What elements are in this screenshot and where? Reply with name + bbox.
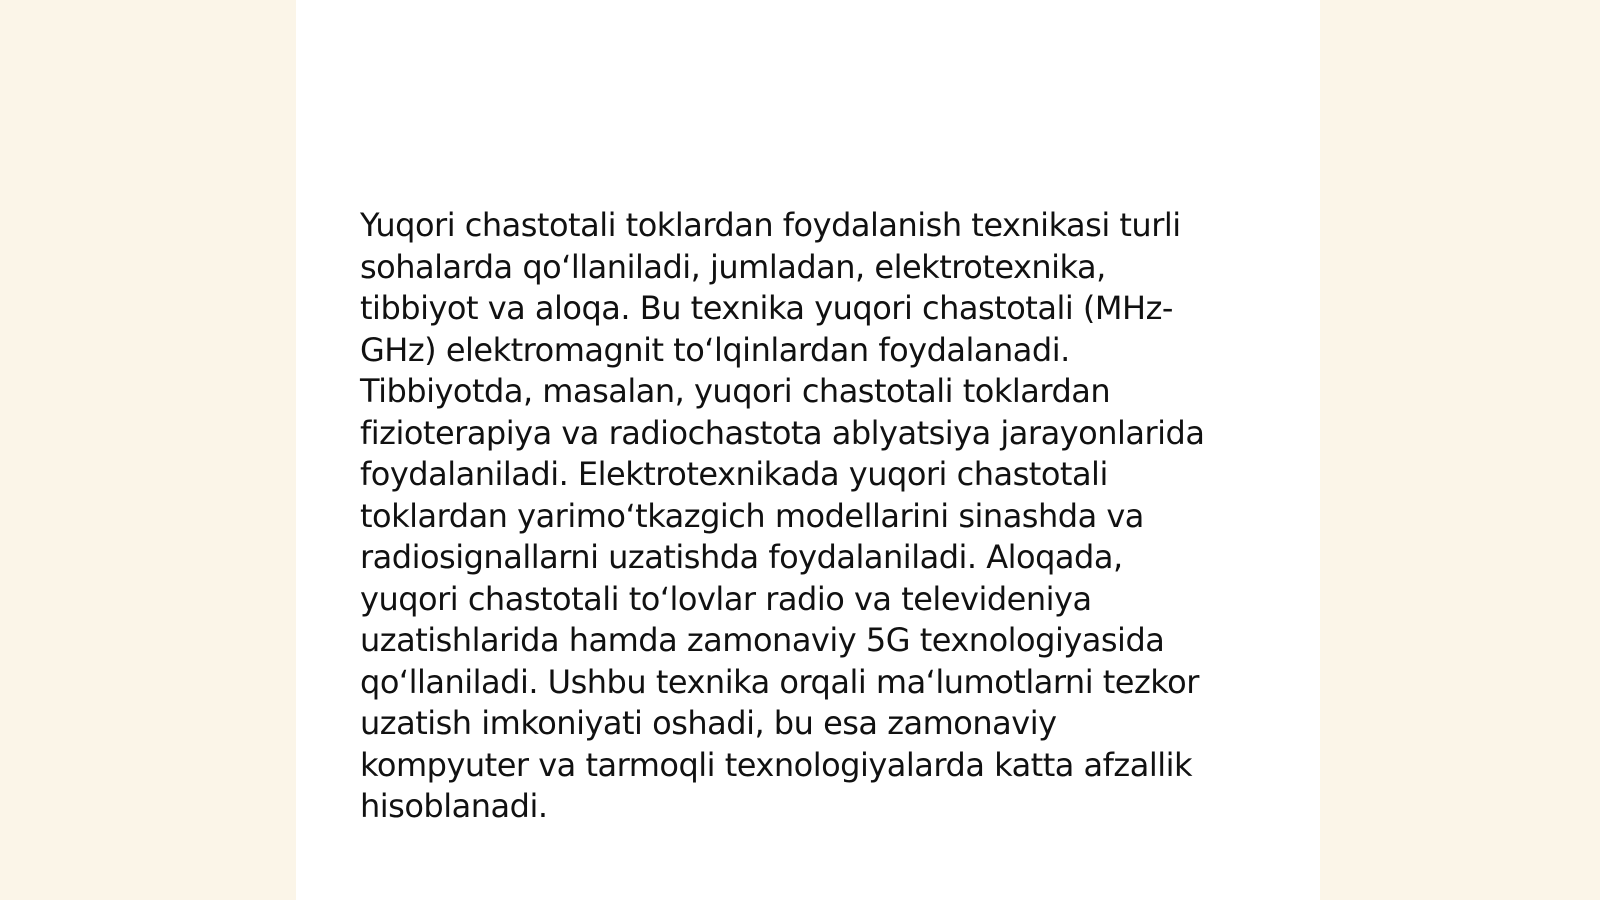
slide-body-text xyxy=(360,205,1250,828)
body-line: kompyuter va tarmoqli texnologiyalarda katta afzallik xyxy=(360,745,1193,784)
body-line: qo‘llaniladi. Ushbu texnika orqali ma‘lumotlarni tezkor xyxy=(360,662,1199,701)
slide xyxy=(296,0,1320,900)
body-line: radiosignallarni uzatishda foydalaniladi. Aloqada, xyxy=(360,538,1123,576)
body-line: uzatish imkoniyati oshadi, bu esa zamonaviy xyxy=(360,704,1057,742)
body-line: foydalaniladi. Elektrotexnikada yuqori chastotali xyxy=(360,455,1108,493)
body-line: toklardan yarimo‘tkazgich modellarini sinashda va xyxy=(360,496,1144,535)
body-line: Yuqori chastotali toklardan foydalanish texnikasi turli xyxy=(360,206,1181,244)
body-line: GHz) elektromagnit to‘lqinlardan foydalanadi. xyxy=(360,330,1070,369)
body-line: Tibbiyotda, masalan, yuqori chastotali toklardan xyxy=(360,372,1111,410)
body-line: sohalarda qo‘llaniladi, jumladan, elektrotexnika, xyxy=(360,247,1106,286)
body-line: tibbiyot va aloqa. Bu texnika yuqori chastotali (MHz- xyxy=(360,289,1173,327)
body-line: uzatishlarida hamda zamonaviy 5G texnologiyasida xyxy=(360,621,1165,659)
body-line: hisoblanadi. xyxy=(360,787,548,825)
body-line: fizioterapiya va radiochastota ablyatsiya jarayonlarida xyxy=(360,413,1205,452)
body-line: yuqori chastotali to‘lovlar radio va televideniya xyxy=(360,579,1092,618)
